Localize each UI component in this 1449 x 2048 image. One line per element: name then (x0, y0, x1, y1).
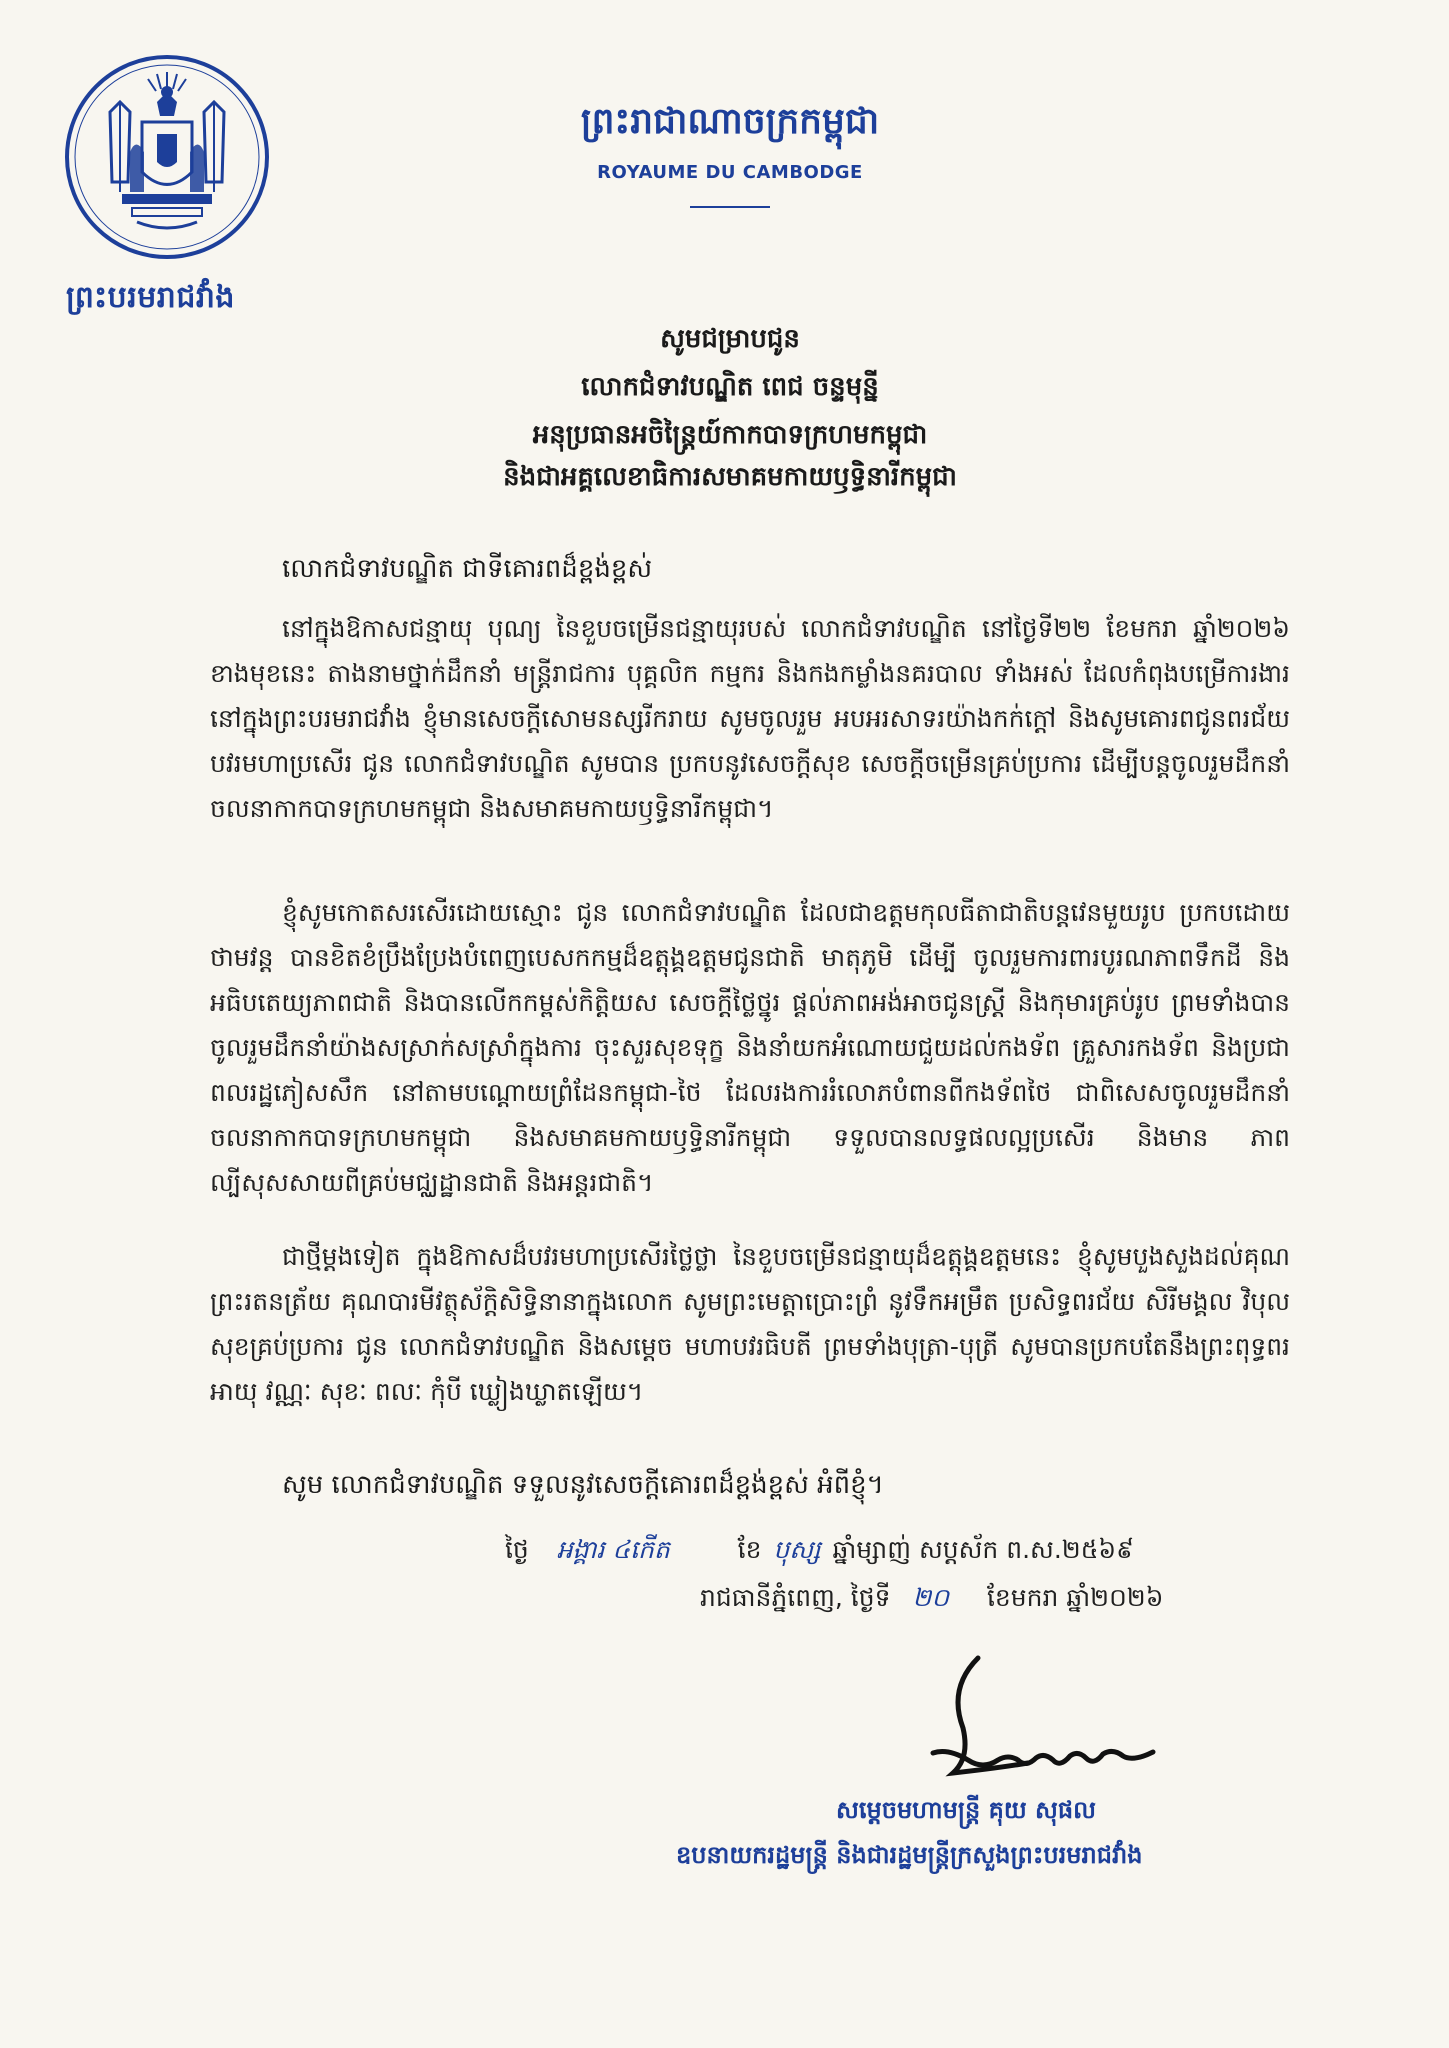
paragraph-1: នៅក្នុងឱកាសជន្មាយុ បុណ្យ នៃខួបចម្រើនជន្មាយុរបស់ លោកជំទាវបណ្ឌិត នៅថ្ងៃទី២២ ខែមករា ឆ្នាំ២០២៦ ខាងមុខនេះ តាងនាមថ្នាក់ដឹកនាំ មន្ត្រីរាជការ បុគ្គលិក កម្មករ និងកងកម្លាំងនគរបាល ទាំងអស់ ដែលកំពុងបម្រើការងារនៅក្នុងព្រះបរមរាជវាំង ខ្ញុំមានសេចក្តីសោមនស្សរីករាយ សូមចូលរួម អបអរសាទរយ៉ាងកក់ក្តៅ និងសូមគោរពជូនពរជ័យ បវរមហាប្រសើរ ជូន លោកជំទាវបណ្ឌិត សូមបាន ប្រកបនូវសេចក្តីសុខ សេចក្តីចម្រើនគ្រប់ប្រការ ដើម្បីបន្តចូលរួមដឹកនាំចលនាកាកបាទក្រហមកម្ពុជា និងសមាគមកាយឫទ្ធិនារីកម្ពុជា។ (210, 614, 1290, 823)
kingdom-title-khmer: ព្រះរាជាណាចក្រកម្ពុជា (580, 101, 880, 142)
lunar-day-handwritten: អង្គារ ៤កើត (556, 1535, 670, 1564)
solar-date (700, 1583, 1163, 1619)
header-divider (690, 206, 770, 208)
lunar-year: ឆ្នាំម្សាញ់ សប្តស័ក ព.ស.២៥៦៩ (832, 1535, 1134, 1564)
addressee-line-3: អនុប្រធានអចិន្ត្រៃយ៍កាកបាទក្រហមកម្ពុជា (532, 420, 928, 450)
royal-emblem-icon (62, 52, 272, 262)
addressee-line-1: សូមជម្រាបជូន (660, 324, 800, 354)
lunar-date (505, 1535, 1134, 1571)
addressee-line-2: លោកជំទាវបណ្ឌិត ពេជ ចន្ទមុន្នី (581, 372, 879, 402)
month-year: ខែមករា ឆ្នាំ២០២៦ (987, 1583, 1164, 1612)
day-handwritten: ២០ (912, 1583, 950, 1612)
handwritten-signature (908, 1648, 1168, 1798)
signer-title: ឧបនាយករដ្ឋមន្ត្រី និងជារដ្ឋមន្ត្រីក្រសួងព្រះបរមរាជវាំង (676, 1841, 1143, 1869)
paragraph-2: ខ្ញុំសូមកោតសរសើរដោយស្មោះ ជូន លោកជំទាវបណ្ឌិត ដែលជាឧត្តមកុលធីតាជាតិបន្តវេនមួយរូប ប្រកបដោយថាមវន្ត បានខិតខំប្រឹងប្រែងបំពេញបេសកកម្មដ៏ឧត្តុង្គឧត្តមជូនជាតិ មាតុភូមិ ដើម្បី ចូលរួមការពារបូរណភាពទឹកដី និងអធិបតេយ្យភាពជាតិ និងបានលើកកម្ពស់កិត្តិយស សេចក្តីថ្លៃថ្នូរ ផ្តល់ភាពអង់អាចជូនស្ត្រី និងកុមារគ្រប់រូប ព្រមទាំងបានចូលរួមដឹកនាំយ៉ាងសស្រាក់សស្រាំក្នុងការ ចុះសួរសុខទុក្ខ និងនាំយកអំណោយជួយដល់កងទ័ព គ្រួសារកងទ័ព និងប្រជាពលរដ្ឋភៀសសឹក នៅតាមបណ្តោយព្រំដែនកម្ពុជា-ថៃ ដែលរងការរំលោភបំពានពីកងទ័ពថៃ ជាពិសេសចូលរួមដឹកនាំ ចលនាកាកបាទក្រហមកម្ពុជា និងសមាគមកាយឫទ្ធិនារីកម្ពុជា ទទួលបានលទ្ធផលល្អប្រសើរ និងមាន ភាពល្បីសុសសាយពីគ្រប់មជ្ឈដ្ឋានជាតិ និងអន្តរជាតិ។ (210, 898, 1290, 1197)
kingdom-title-french: ROYAUME DU CAMBODGE (597, 162, 863, 183)
closing-line: សូម លោកជំទាវបណ្ឌិត ទទួលនូវសេចក្តីគោរពដ៏ខ្ពង់ខ្ពស់ អំពីខ្ញុំ។ (282, 1470, 884, 1500)
signer-name: សម្តេចមហាមន្ត្រី គុយ សុផល (836, 1796, 1096, 1824)
place-prefix: រាជធានីភ្នំពេញ, ថ្ងៃទី (700, 1583, 891, 1612)
lunar-day-prefix: ថ្ងៃ (505, 1535, 529, 1564)
salutation: លោកជំទាវបណ្ឌិត ជាទីគោរពដ៏ខ្ពង់ខ្ពស់ (282, 554, 653, 584)
lunar-month-handwritten: បុស្ស (773, 1535, 821, 1564)
paragraph-3: ជាថ្មីម្តងទៀត ក្នុងឱកាសដ៏បវរមហាប្រសើរថ្លៃថ្លា នៃខួបចម្រើនជន្មាយុដ៏ឧត្តុង្គឧត្តមនេះ ខ្ញុំសូមបួងសួងដល់គុណព្រះរតនត្រ័យ គុណបារមីវត្ថុស័ក្តិសិទ្ធិនានាក្នុងលោក សូមព្រះមេត្តាប្រោះព្រំ នូវទឹកអម្រឹត ប្រសិទ្ធពរជ័យ សិរីមង្គល វិបុលសុខគ្រប់ប្រការ ជូន លោកជំទាវបណ្ឌិត និងសម្តេច មហាបវរធិបតី ព្រមទាំងបុត្រា-បុត្រី សូមបានប្រកបតែនឹងព្រះពុទ្ធពរ អាយុ វណ្ណៈ សុខៈ ពលៈ កុំបី ឃ្លៀងឃ្លាតឡើយ។ (210, 1242, 1290, 1406)
addressee-line-4: និងជាអគ្គលេខាធិការសមាគមកាយឫទ្ធិនារីកម្ពុជា (503, 462, 957, 492)
ministry-name: ព្រះបរមរាជវាំង (66, 280, 235, 315)
lunar-month-prefix: ខែ (737, 1535, 762, 1564)
